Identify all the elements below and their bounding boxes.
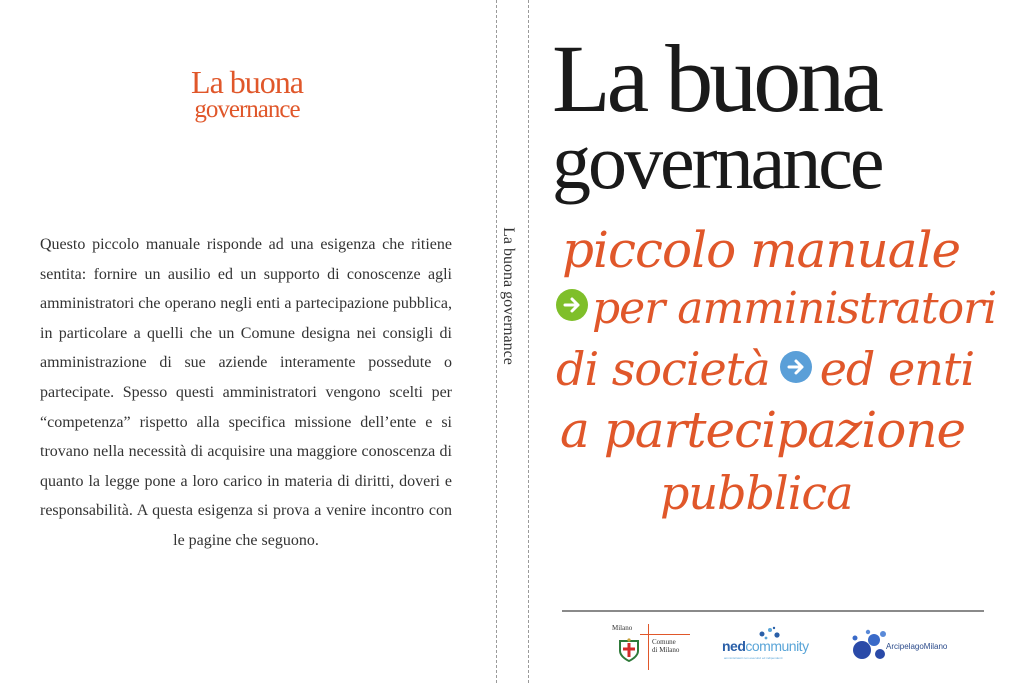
front-title-line2: governance [552, 118, 882, 205]
subtitle-line4: a partecipazione [560, 401, 966, 459]
milano-shield-icon [618, 638, 640, 662]
back-cover-blurb: Questo piccolo manuale risponde ad una esigenza che ritiene sentita: fornire un ausilio ed un supporto di conoscenze agli amministratori che operano negli enti a partecipazione pubblica, in particolare a quelli che un Comune designa nei consigli di amministrazione di sue aziende interamente possedute o partecipate. Spesso questi amministratori vengono scelti per “competenza” rispetto alla specifica missione dell’ente e si trovano nella necessità di acquisire una maggiore conoscenza di quanto la legge pone a loro carico in materia di diritti, doveri e responsabilità. A questa esigenza si prova a venire incontro con le pagine che seguono. [40, 236, 452, 549]
milano-name-line2: di Milano [652, 646, 680, 654]
ned-tagline: amministratori non esecutivi ed indipendenti [724, 656, 783, 660]
ned-word-b: community [745, 638, 809, 654]
subtitle-line5: pubblica [660, 466, 853, 520]
spine-title: La buona governance [500, 227, 517, 365]
milano-caption: Milano [612, 624, 633, 632]
back-title-line1: La buona [191, 64, 303, 100]
subtitle-line3a: di società [556, 342, 770, 396]
arrow-right-icon [780, 351, 812, 383]
ned-word-a: ned [722, 638, 746, 654]
subtitle-line3b: ed enti [819, 342, 975, 396]
front-cover-title [552, 25, 1002, 205]
spine-fold-line-right [528, 0, 529, 683]
logo-cross-horizontal [640, 634, 690, 635]
arcipelago-wordmark: ArcipelagoMilano [886, 642, 948, 651]
front-title-line1: La buona [552, 25, 880, 132]
milano-name [652, 638, 692, 654]
ned-wordmark [722, 638, 809, 654]
arcipelago-bubbles-icon [850, 628, 890, 664]
back-cover-title [140, 66, 354, 122]
logo-cross-vertical [648, 624, 649, 670]
subtitle-line2-row [556, 282, 996, 336]
comune-di-milano-logo [612, 624, 692, 672]
milano-name-line1: Comune [652, 638, 676, 646]
back-title-line2: governance [194, 96, 300, 123]
subtitle-line2: per amministratori [592, 283, 997, 334]
arrow-right-icon [556, 289, 588, 321]
nedcommunity-logo [722, 626, 822, 666]
subtitle-line1: piccolo manuale [562, 221, 961, 279]
arcipelagomilano-logo [850, 628, 950, 664]
footer-divider [562, 610, 984, 612]
subtitle-line3-row [556, 340, 996, 398]
